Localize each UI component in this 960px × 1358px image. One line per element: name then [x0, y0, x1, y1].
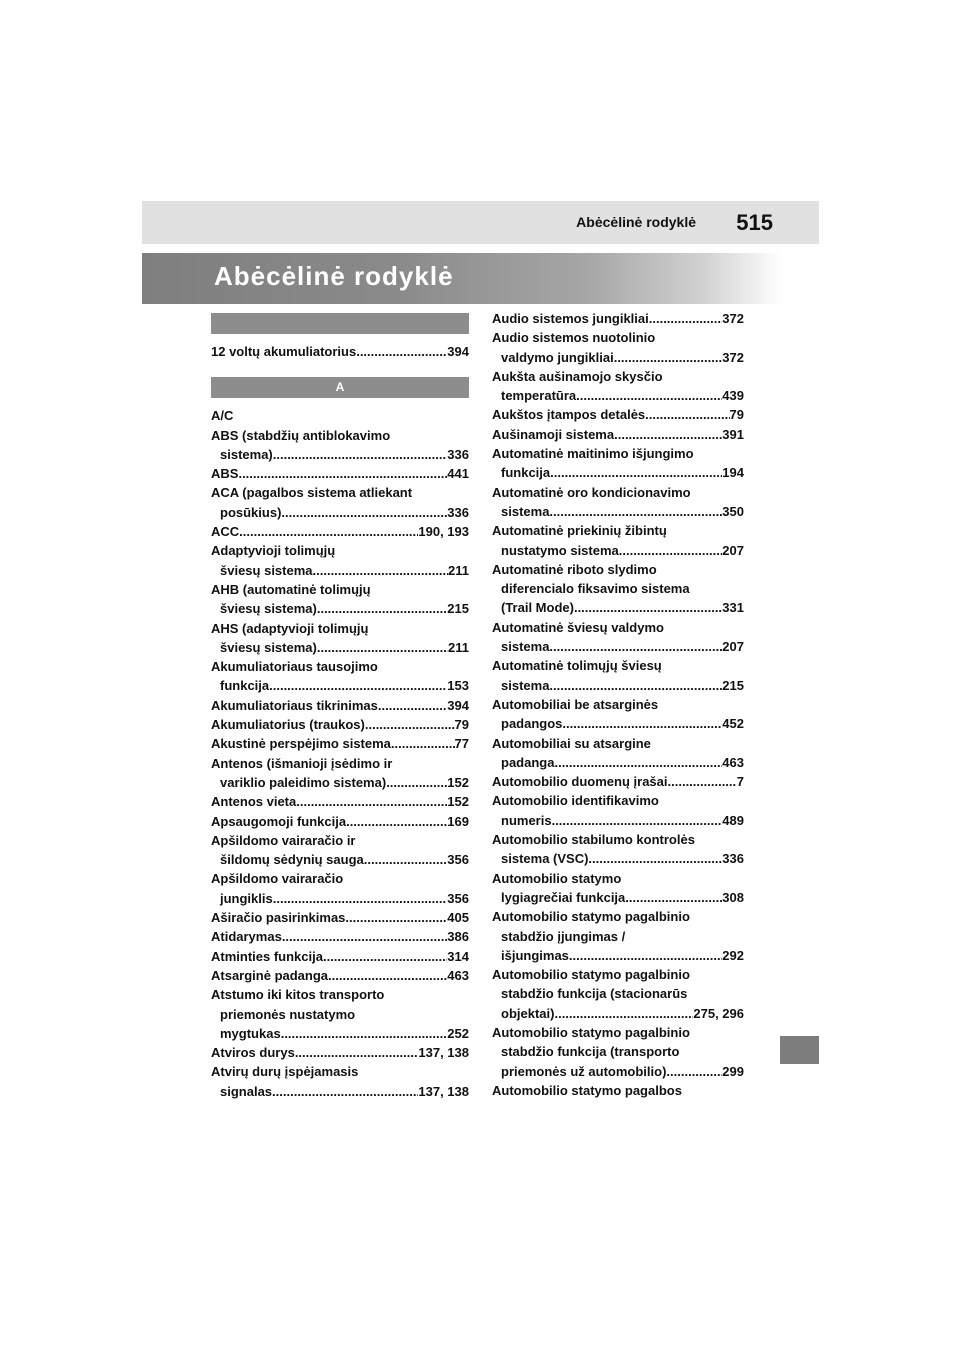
dot-leader	[552, 811, 723, 830]
index-entry-final-line	[211, 947, 469, 966]
dot-leader	[328, 966, 447, 985]
index-entry-final-line	[492, 598, 744, 617]
index-entry-final-line	[492, 714, 744, 733]
index-entry-term: ACC	[211, 524, 240, 540]
index-entry-term: (Trail Mode)	[501, 600, 574, 616]
dot-leader	[569, 946, 722, 965]
index-entry-pages: 489	[722, 812, 744, 828]
index-entry-pages: 308	[722, 889, 744, 905]
index-entry-final-line	[211, 927, 469, 946]
index-entry-pages: 314	[447, 948, 469, 964]
index-entry	[211, 483, 469, 522]
index-entry	[492, 444, 744, 483]
dot-leader	[282, 927, 447, 946]
index-entry-final-line	[211, 1082, 469, 1101]
index-entry-line: Automatinė šviesų valdymo	[492, 619, 664, 635]
dot-leader	[550, 463, 722, 482]
dot-leader	[317, 638, 448, 657]
index-entry	[492, 367, 744, 406]
dot-leader	[317, 599, 447, 618]
index-entry-line: Automatinė priekinių žibintų	[492, 523, 667, 539]
index-entry-final-line	[492, 541, 744, 560]
dot-leader	[625, 888, 722, 907]
dot-leader	[323, 947, 447, 966]
index-entry-final-line	[211, 599, 469, 618]
index-entry-term: sistema	[501, 503, 550, 519]
index-entry-term: funkcija	[501, 465, 551, 481]
index-entry-line: Automobiliai be atsarginės	[492, 696, 659, 712]
index-entry	[211, 619, 469, 658]
index-entry-term: Audio sistemos jungikliai	[492, 311, 649, 326]
index-entry-pages: 137, 138	[418, 1083, 469, 1099]
dot-leader	[391, 734, 455, 753]
index-entry-term: 12 voltų akumuliatorius	[211, 344, 357, 359]
index-entry-final-line	[492, 386, 744, 405]
dot-leader	[614, 425, 722, 444]
index-entry	[211, 342, 469, 361]
index-entry-final-line	[211, 342, 469, 361]
index-entry-pages: 211	[448, 562, 469, 578]
index-entry-term: Aširačio pasirinkimas	[211, 910, 346, 926]
index-entry-term: mygtukas	[220, 1025, 281, 1041]
group-header-numbers	[211, 313, 469, 334]
index-entry-line: Atstumo iki kitos transporto	[211, 987, 385, 1003]
index-entry-pages: 356	[447, 890, 469, 906]
dot-leader	[576, 386, 722, 405]
index-entry-final-line	[211, 464, 469, 483]
dot-leader	[345, 908, 447, 927]
index-entry-term: jungiklis	[220, 890, 273, 906]
index-entry-term: sistema	[501, 677, 550, 693]
index-entry-pages: 463	[447, 967, 469, 983]
index-entry	[211, 831, 469, 870]
index-entry-final-line	[211, 773, 469, 792]
index-entry-final-line	[492, 753, 744, 772]
index-entry-term: Automobilio duomenų įrašai	[492, 774, 668, 790]
index-entry-final-line	[492, 463, 744, 482]
index-entry-final-line	[492, 772, 744, 791]
index-entry-pages: 153	[447, 678, 469, 694]
index-entry	[211, 580, 469, 619]
index-entry-final-line	[211, 850, 469, 869]
index-entry-pages: 394	[447, 697, 469, 713]
index-entry-pages: 336	[722, 851, 744, 867]
index-entry	[211, 734, 469, 753]
dot-leader	[313, 561, 449, 580]
index-entry	[492, 1023, 744, 1081]
index-entry	[492, 869, 744, 908]
index-entry-pages: 391	[722, 426, 744, 442]
index-entry	[211, 657, 469, 696]
index-entry-pages: 79	[454, 717, 469, 733]
index-entry-term: numeris	[501, 812, 552, 828]
index-entry-term: temperatūra	[501, 388, 577, 404]
index-entry-term: Antenos vieta	[211, 794, 297, 810]
index-entry-term: variklio paleidimo sistema)	[220, 774, 387, 790]
index-entry	[211, 908, 469, 927]
dot-leader	[273, 445, 448, 464]
index-entry	[492, 405, 744, 424]
index-entry	[492, 521, 744, 560]
dot-leader	[272, 1082, 418, 1101]
dot-leader	[614, 348, 723, 367]
index-entry-line: ACA (pagalbos sistema atliekant	[211, 485, 413, 501]
index-entry-term: lygiagrečiai funkcija	[501, 889, 626, 905]
index-entry	[492, 656, 744, 695]
index-entry-final-line	[211, 445, 469, 464]
index-entry	[492, 830, 744, 869]
index-entry-line: Automobilio stabilumo kontrolės	[492, 832, 695, 848]
dot-leader	[356, 342, 447, 361]
index-entry	[492, 772, 744, 791]
dot-leader	[269, 676, 447, 695]
index-entry-term: padanga	[501, 754, 555, 770]
dot-leader	[386, 773, 447, 792]
index-entry-final-line	[211, 503, 469, 522]
index-entry-line: stabdžio funkcija (stacionarūs	[501, 986, 688, 1002]
index-entry-term: priemonės už automobilio)	[501, 1063, 667, 1079]
index-entry-term: Atidarymas	[211, 929, 282, 945]
index-entry	[211, 1043, 469, 1062]
index-entry-pages: 152	[447, 774, 469, 790]
index-entry-pages: 7	[736, 774, 744, 790]
index-entry-pages: 169	[447, 813, 469, 829]
dot-leader	[649, 309, 723, 328]
dot-leader	[238, 464, 447, 483]
index-entry	[492, 618, 744, 657]
dot-leader	[296, 792, 447, 811]
index-entry-line: Automobilio statymo pagalbinio	[492, 1024, 690, 1040]
index-entry-line: stabdžio įjungimas /	[501, 928, 626, 944]
index-entry	[211, 754, 469, 793]
index-entry-final-line	[211, 908, 469, 927]
index-entry-final-line	[492, 946, 744, 965]
index-entry-term: objektai)	[501, 1005, 555, 1021]
index-entry-line: stabdžio funkcija (transporto	[501, 1044, 680, 1060]
dot-leader	[365, 715, 455, 734]
index-entry-pages: 137, 138	[418, 1045, 469, 1061]
index-entry-final-line	[492, 676, 744, 695]
index-entry	[211, 927, 469, 946]
index-entry	[211, 541, 469, 580]
right-entry-list	[492, 309, 744, 1100]
index-entry-term: Akumuliatoriaus tikrinimas	[211, 697, 378, 713]
dot-leader	[378, 696, 447, 715]
index-entry-term: išjungimas	[501, 947, 569, 963]
index-entry-line: Automobilio statymo pagalbos	[492, 1082, 682, 1098]
index-entry-term: Akustinė perspėjimo sistema	[211, 736, 391, 752]
index-entry-final-line	[492, 405, 744, 424]
dot-leader	[645, 405, 729, 424]
group-header-a: A	[211, 377, 469, 398]
index-entry-pages: 207	[722, 542, 744, 558]
index-entry-pages: 299	[722, 1063, 744, 1079]
index-entry-pages: 405	[447, 910, 469, 926]
index-entry-pages: 441	[447, 466, 469, 482]
index-entry-term: valdymo jungikliai	[501, 349, 614, 365]
index-entry-term: Aukštos įtampos detalės	[492, 407, 646, 423]
index-entry	[492, 1081, 744, 1100]
index-entry-line: Automatinė tolimųjų šviesų	[492, 658, 662, 674]
page-number: 515	[736, 210, 773, 235]
index-entry-line: Apšildomo vairaračio ir	[211, 832, 356, 848]
index-entry	[492, 695, 744, 734]
index-entry-final-line	[211, 1024, 469, 1043]
dot-leader	[574, 598, 722, 617]
index-entry-final-line	[211, 792, 469, 811]
index-entry-line: Automobilio identifikavimo	[492, 793, 659, 809]
index-entry	[211, 985, 469, 1043]
index-entry	[492, 425, 744, 444]
index-entry-final-line	[211, 715, 469, 734]
numbers-entry-list	[211, 342, 469, 361]
index-entry-line: Akumuliatoriaus tausojimo	[211, 659, 378, 675]
index-entry	[211, 696, 469, 715]
dot-leader	[364, 850, 448, 869]
index-entry-pages: 152	[447, 794, 469, 810]
left-column	[211, 313, 469, 1101]
index-entry-line: Automatinė riboto slydimo	[492, 561, 657, 577]
index-entry-final-line	[211, 812, 469, 831]
index-entry-final-line	[211, 734, 469, 753]
a-entry-list	[211, 406, 469, 1101]
index-entry-pages: 336	[447, 446, 469, 462]
index-entry-term: šildomų sėdynių sauga	[220, 852, 364, 868]
right-column	[492, 313, 744, 1100]
index-entry	[492, 483, 744, 522]
index-entry-line: AHS (adaptyvioji tolimųjų	[211, 620, 369, 636]
dot-leader	[619, 541, 723, 560]
index-entry-term: Atsarginė padanga	[211, 967, 329, 983]
index-entry-line: diferencialo fiksavimo sistema	[501, 581, 690, 597]
index-entry-term: signalas	[220, 1083, 273, 1099]
dot-leader	[281, 1024, 448, 1043]
dot-leader	[549, 502, 722, 521]
dot-leader	[554, 753, 722, 772]
index-entry-term: sistema)	[220, 446, 273, 462]
index-entry-line: Adaptyvioji tolimųjų	[211, 543, 336, 559]
index-entry	[211, 869, 469, 908]
index-entry-pages: 79	[729, 407, 744, 423]
index-entry	[492, 309, 744, 328]
index-entry-pages: 356	[447, 852, 469, 868]
index-entry-term: funkcija	[220, 678, 270, 694]
index-entry-line: Automobilio statymo pagalbinio	[492, 967, 690, 983]
index-entry-pages: 292	[722, 947, 744, 963]
index-entry-final-line	[492, 637, 744, 656]
index-entry-pages: 252	[447, 1025, 469, 1041]
index-entry	[211, 812, 469, 831]
index-entry-pages: 331	[722, 600, 744, 616]
index-entry-pages: 275, 296	[693, 1005, 744, 1021]
index-entry-pages: 215	[447, 601, 469, 617]
index-entry-term: Aušinamoji sistema	[492, 426, 615, 442]
index-entry-pages: 207	[722, 639, 744, 655]
index-entry-final-line	[211, 406, 469, 425]
index-entry-pages: 394	[447, 344, 469, 359]
dot-leader	[554, 1004, 693, 1023]
index-entry-final-line	[492, 425, 744, 444]
title-band	[142, 253, 782, 304]
index-entry-final-line	[211, 966, 469, 985]
index-entry-term: ABS	[211, 466, 239, 482]
index-entry-line: Audio sistemos nuotolinio	[492, 330, 656, 346]
page-title: Abėcėlinė rodyklė	[214, 261, 454, 291]
index-entry-pages: 350	[722, 503, 744, 519]
index-entry-term: šviesų sistema)	[220, 601, 317, 617]
dot-leader	[562, 714, 722, 733]
index-entry-line: Automobiliai su atsargine	[492, 735, 651, 751]
index-entry-term: nustatymo sistema	[501, 542, 619, 558]
index-entry	[211, 522, 469, 541]
index-entry-line: ABS (stabdžių antiblokavimo	[211, 427, 391, 443]
index-entry-final-line	[492, 849, 744, 868]
index-entry-final-line	[492, 811, 744, 830]
dot-leader	[295, 1043, 419, 1062]
index-entry-term: posūkius)	[220, 504, 282, 520]
dot-leader	[668, 772, 737, 791]
index-entry-final-line	[211, 1043, 469, 1062]
index-entry-line: Automobilio statymo	[492, 870, 622, 886]
index-entry-pages: 452	[722, 716, 744, 732]
index-entry-final-line	[211, 889, 469, 908]
index-entry-term: Akumuliatorius (traukos)	[211, 717, 365, 733]
index-entry-pages: 336	[447, 504, 469, 520]
index-entry-pages: 463	[722, 754, 744, 770]
index-entry-final-line	[492, 502, 744, 521]
dot-leader	[666, 1062, 722, 1081]
index-entry	[211, 464, 469, 483]
index-entry-pages: 77	[454, 736, 469, 752]
dot-leader	[346, 812, 447, 831]
index-entry-term: Atminties funkcija	[211, 948, 323, 964]
index-entry-final-line	[211, 638, 469, 657]
index-entry-term: šviesų sistema	[220, 562, 313, 578]
index-entry-final-line	[492, 309, 744, 328]
index-entry	[492, 328, 744, 367]
index-entry-pages: 194	[722, 465, 744, 481]
index-entry-final-line	[211, 522, 469, 541]
index-entry	[492, 907, 744, 965]
index-entry-final-line	[492, 1062, 744, 1081]
index-entry-pages: 386	[447, 929, 469, 945]
index-entry-final-line	[492, 888, 744, 907]
index-entry-final-line	[211, 561, 469, 580]
index-entry-pages: 190, 193	[418, 524, 469, 540]
index-entry-pages: 372	[722, 311, 744, 326]
index-entry-pages: 215	[722, 677, 744, 693]
index-entry	[211, 426, 469, 465]
index-entry	[211, 715, 469, 734]
index-entry-line: Antenos (išmanioji įsėdimo ir	[211, 755, 393, 771]
dot-leader	[588, 849, 722, 868]
index-entry-term: šviesų sistema)	[220, 639, 317, 655]
index-entry-term: sistema (VSC)	[501, 851, 589, 867]
index-entry-pages: 211	[448, 639, 469, 655]
index-entry-term: Apsaugomoji funkcija	[211, 813, 347, 829]
index-entry-pages: 372	[722, 349, 744, 365]
index-entry-line: priemonės nustatymo	[220, 1006, 356, 1022]
index-entry-term: sistema	[501, 639, 550, 655]
index-entry	[492, 965, 744, 1023]
index-entry-line: Automobilio statymo pagalbinio	[492, 909, 690, 925]
dot-leader	[273, 889, 448, 908]
index-entry-line: AHB (automatinė tolimųjų	[211, 581, 371, 597]
index-entry-final-line	[211, 696, 469, 715]
index-entry	[211, 792, 469, 811]
index-entry-line: Aukšta aušinamojo skysčio	[492, 368, 663, 384]
index-entry	[492, 560, 744, 618]
page-header	[142, 201, 819, 244]
index-entry	[211, 1062, 469, 1101]
dot-leader	[239, 522, 418, 541]
index-entry-line: Automatinė maitinimo išjungimo	[492, 446, 694, 462]
index-entry	[211, 947, 469, 966]
index-entry-final-line	[492, 1004, 744, 1023]
dot-leader	[281, 503, 447, 522]
index-entry-final-line	[492, 348, 744, 367]
index-entry	[492, 734, 744, 773]
index-entry-term: Atviros durys	[211, 1045, 295, 1061]
index-entry-line: Automatinė oro kondicionavimo	[492, 484, 691, 500]
dot-leader	[549, 637, 722, 656]
index-entry-final-line	[211, 676, 469, 695]
index-entry	[211, 406, 469, 425]
index-entry	[211, 966, 469, 985]
dot-leader	[549, 676, 722, 695]
index-entry-line: Apšildomo vairaračio	[211, 871, 344, 887]
index-entry-line: Atvirų durų įspėjamasis	[211, 1064, 359, 1080]
header-section-title: Abėcėlinė rodyklė	[576, 214, 696, 230]
side-tab-marker	[780, 1036, 819, 1064]
index-entry	[492, 791, 744, 830]
index-entry-pages: 439	[722, 388, 744, 404]
index-entry-term: padangos	[501, 716, 563, 732]
index-entry-term: A/C	[211, 408, 234, 424]
